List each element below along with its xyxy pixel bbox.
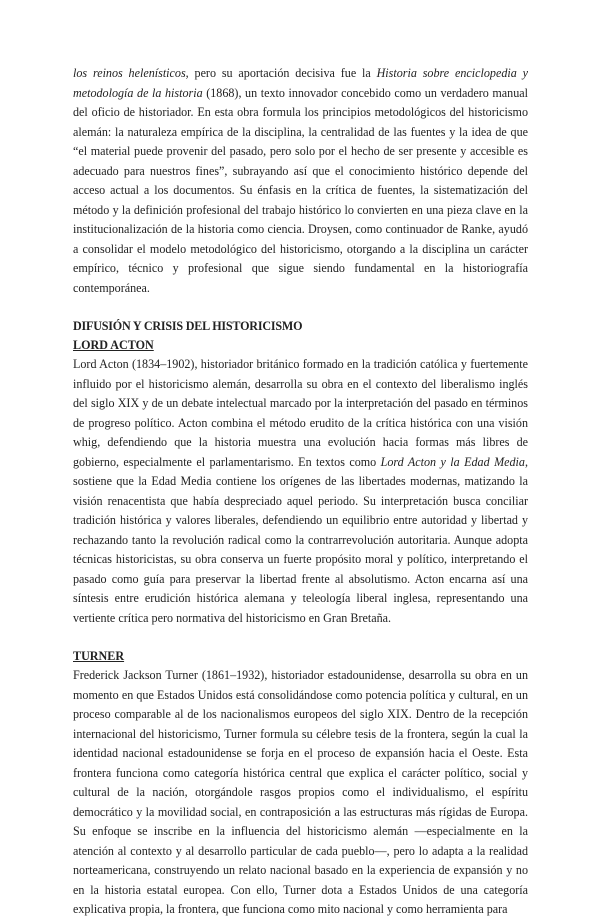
acton-subheading: LORD ACTON <box>73 338 154 352</box>
intro-text-1: pero su aportación decisiva fue la <box>188 66 377 80</box>
section-heading: DIFUSIÓN Y CRISIS DEL HISTORICISMO <box>73 319 303 333</box>
turner-subheading: TURNER <box>73 649 125 663</box>
turner-paragraph: Frederick Jackson Turner (1861–1932), historiador estadounidense, desarrolla su obra en un momento en que Estados Unidos está consolidándose como potencia política y cultural, en un proceso comparable al de los nacionalismos europeos del siglo XIX. Dentro de la recepción internacional del historicismo, Turner formula su célebre tesis de la frontera, según la cual la identidad nacional estadounidense se forja en el proceso de expansión hacia el Oeste. Esta frontera funciona como categoría histórica central que explica el carácter político, social y cultural de la nación, otorgándole rasgos propios como el individualismo, el espíritu democrático y la movilidad social, en contraposición a las estructuras más rígidas de Europa. Su enfoque se inscribe en la influencia del historicismo alemán —especialmente en la atención al contexto y al desarrollo particular de cada pueblo—, pero lo adapta a la realidad norteamericana, construyendo un relato nacional basado en la experiencia de expansión y no en la historia estatal europea. Con ello, Turner dota a Estados Unidos de una categoría explicativa propia, la frontera, que funciona como mito nacional y como herramienta para <box>73 668 528 916</box>
spacer <box>73 298 528 317</box>
intro-book-title: Historia sobre enciclopedia y metodología de la historia <box>73 66 528 100</box>
acton-paragraph <box>73 355 528 628</box>
intro-paragraph <box>73 64 528 298</box>
intro-text-2: (1868), un texto innovador concebido como un verdadero manual del oficio de historiador. En esta obra formula los principios metodológicos del historicismo alemán: la naturaleza empírica de la disciplina, la centralidad de las fuentes y la idea de que “el material puede provenir del pasado, pero solo por el hecho de ser presente y accesible es adecuado para nuestros fines”, subrayando así que el conocimiento histórico depende del acceso actual a los documentos. Su énfasis en la crítica de fuentes, la sistematización del método y la definición profesional del trabajo histórico lo convierten en una pieza clave en la institucionalización de la historia como ciencia. Droysen, como continuador de Ranke, ayudó a consolidar el modelo metodológico del historicismo, otorgando a la disciplina un carácter empírico, técnico y profesional que sigue siendo fundamental en la historiografía contemporánea. <box>73 85 528 295</box>
acton-work-title: Lord Acton y la Edad Media <box>380 454 525 469</box>
acton-text-2: , sostiene que la Edad Media contiene los orígenes de las libertades modernas, matizando la visión renacentista que había despreciado aquel periodo. Su interpretación busca conciliar tradición histórica y valores liberales, defendiendo un equilibrio entre autoridad y libertad y rechazando tanto la revolución radical como la contrarrevolución autoritaria. Aunque adopta técnicas historicistas, su obra conserva un fuerte propósito moral y político, interpretando el pasado como guía para preservar la libertad frente al absolutismo. Acton encarna así una síntesis entre erudición histórica alemana y teleología liberal inglesa, representando una vertiente crítica pero normativa del historicismo en Gran Bretaña. <box>73 454 528 625</box>
acton-text-1: Lord Acton (1834–1902), historiador británico formado en la tradición católica y fuertemente influido por el historicismo alemán, desarrolla su obra en el contexto del liberalismo inglés del siglo XIX y de un debate intelectual marcado por la interpretación del pasado en términos de progreso político. Acton combina el método erudito de la crítica histórica con una visión whig, defendiendo que la historia muestra una evolución hacia formas más libres de gobierno, especialmente el parlamentarismo. En textos como <box>73 357 528 469</box>
document-page <box>73 64 528 920</box>
intro-lead-italic: los reinos helenísticos, <box>73 66 189 80</box>
spacer <box>73 628 528 647</box>
